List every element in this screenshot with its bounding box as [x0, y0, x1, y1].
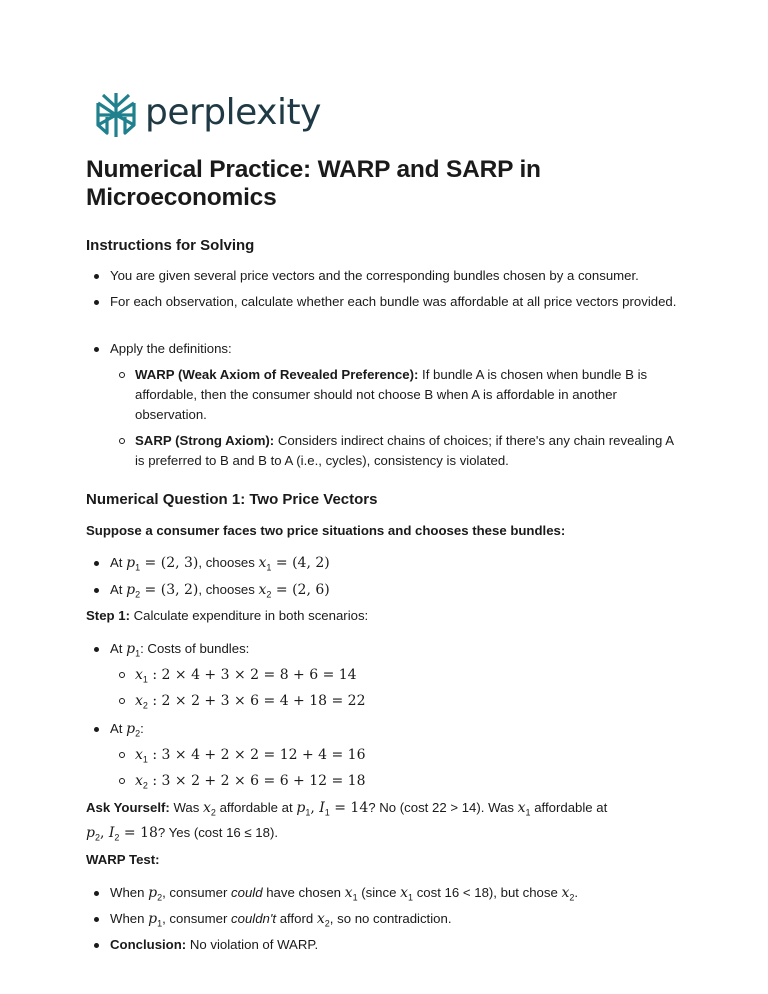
list-item: For each observation, calculate whether each bundle was affordable at all price vectors provided.	[110, 292, 680, 312]
list-item: At $p_2 = (3$, 2), chooses $x_2 = (2$, 6)	[110, 580, 680, 605]
calc-item: $x_2$ : 3 × 2 + 2 × 6 = 6 + 12 = 18	[135, 771, 675, 796]
list-item: At $p_1 = (2$, 3), chooses $x_1 = (4$, 2)	[110, 553, 680, 578]
list-item: Conclusion: No violation of WARP.	[110, 935, 680, 955]
list-item: When $p_1$, consumer couldn't afford $x_2$, so no contradiction.	[110, 909, 680, 934]
definition-warp	[135, 365, 675, 425]
perplexity-logo-icon	[95, 91, 137, 139]
list-item: You are given several price vectors and the corresponding bundles chosen by a consumer.	[110, 266, 680, 286]
calc-item: $x_2$ : 2 × 2 + 3 × 6 = 4 + 18 = 22	[135, 691, 675, 716]
question-lead: Suppose a consumer faces two price situations and chooses these bundles:	[86, 523, 566, 538]
definition-term: SARP (Strong Axiom):	[135, 433, 275, 448]
list-item: Apply the definitions:	[110, 339, 680, 359]
step1-text: Step 1: Calculate expenditure in both scenarios:	[86, 608, 369, 623]
page-title: Numerical Practice: WARP and SARP in Microeconomics	[86, 156, 541, 211]
list-item: At $p_2$:	[110, 719, 680, 744]
list-item: At $p_1$: Costs of bundles:	[110, 639, 680, 664]
definition-text: Considers indirect chains of choices; if there's any chain revealing A is preferred to B and B to A (i.e., cycles), consistency is violated.	[135, 433, 674, 468]
definition-term: WARP (Weak Axiom of Revealed Preference):	[135, 367, 419, 382]
question-heading: Numerical Question 1: Two Price Vectors	[86, 491, 378, 508]
calc-item: $x_1$ : 3 × 4 + 2 × 2 = 12 + 4 = 16	[135, 745, 675, 770]
instructions-heading: Instructions for Solving	[86, 237, 255, 254]
brand-logo	[95, 91, 321, 139]
list-item: When $p_2$, consumer could have chosen $x_1$ (since $x_1$ cost 16 < 18), but chose $x_2$.	[110, 883, 680, 908]
calc-item: $x_1$ : 2 × 4 + 3 × 2 = 8 + 6 = 14	[135, 665, 675, 690]
brand-wordmark: perplexity	[145, 92, 321, 133]
definition-text: If bundle A is chosen when bundle B is affordable, then the consumer should not choose B when A is affordable in another observation.	[135, 367, 648, 422]
ask-yourself: Ask Yourself: Was $x_2$ affordable at $p_1$, $I_1 = 14$? No (cost 22 > 14). Was $x_1$ affordable at $p_2$, $I_2 = 18$? Yes (cost 16 ≤ 18).	[86, 800, 608, 843]
warp-heading: WARP Test:	[86, 852, 160, 867]
definition-sarp	[135, 431, 675, 471]
